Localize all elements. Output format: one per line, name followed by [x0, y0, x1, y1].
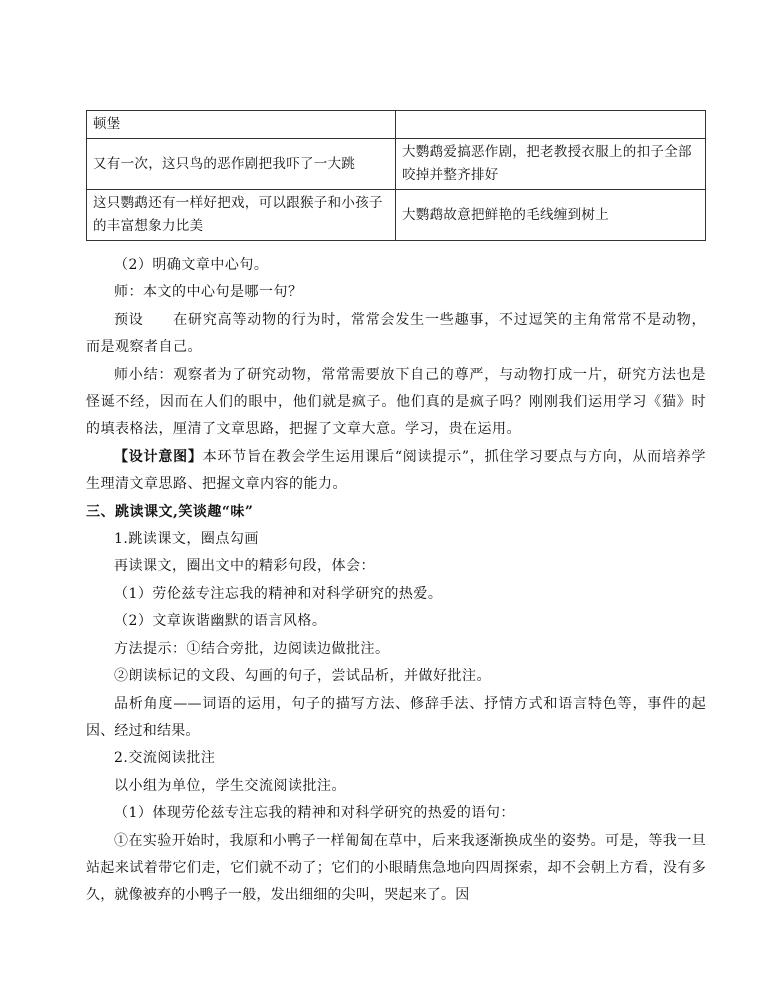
paragraph: ②朗读标记的文段、勾画的句子，尝试品析，并做好批注。: [114, 668, 491, 685]
table-cell: 大鹦鹉故意把鲜艳的毛线缠到树上: [396, 190, 706, 241]
paragraph: （2）文章诙谐幽默的语言风格。: [114, 613, 327, 630]
paragraph: （2）明确文章中心句。: [114, 257, 269, 273]
paragraph: （1）体现劳伦兹专注忘我的精神和对科学研究的热爱的语句：: [114, 805, 515, 822]
paragraph: 1.跳读课文，圈点勾画: [114, 531, 259, 548]
paragraph: 以小组为单位，学生交流阅读批注。: [114, 777, 346, 794]
table-cell: 这只鹦鹉还有一样好把戏，可以跟猴子和小孩子的丰富想象力比美: [87, 190, 396, 241]
table-cell: 顿堡: [87, 111, 396, 139]
paragraph: 2.交流阅读批注: [114, 750, 216, 767]
table-row: [87, 111, 706, 139]
paragraph: 方法提示：①结合旁批，边阅读边做批注。: [114, 640, 390, 657]
design-intent-paragraph: [86, 444, 706, 499]
document-body: [86, 252, 706, 910]
comparison-table: [86, 110, 706, 241]
paragraph: 师：本文的中心句是哪一句？: [114, 284, 303, 301]
table-row: [87, 190, 706, 241]
table-cell: [396, 111, 706, 139]
paragraph: ①在实验开始时，我原和小鸭子一样匍匐在草中，后来我逐渐换成坐的姿势。可是，等我一旦站起来试着带它们走，它们就不动了；它们的小眼睛焦急地向四周探索，却不会朝上方看，没有多久，就像被弃的小鸭子一般，发出细细的尖叫，哭起来了。因: [86, 832, 706, 904]
table-cell: 大鹦鹉爱搞恶作剧，把老教授衣服上的扣子全部咬掉并整齐排好: [396, 139, 706, 190]
paragraph: 再读课文，圈出文中的精彩句段，体会：: [114, 558, 375, 575]
table-cell: 又有一次，这只鸟的恶作剧把我吓了一大跳: [87, 139, 396, 190]
paragraph: （1）劳伦兹专注忘我的精神和对科学研究的热爱。: [114, 585, 443, 602]
design-intent-label: 【设计意图】: [114, 448, 203, 465]
paragraph: 品析角度——词语的运用，句子的描写方法、修辞手法、抒情方式和语言特色等，事件的起因、经过和结果。: [86, 695, 706, 739]
table-row: [87, 139, 706, 190]
design-intent-text: 本环节旨在教会学生运用课后“阅读提示”，抓住学习要点与方向，从而培养学生理清文章思路、把握文章内容的能力。: [86, 448, 707, 493]
paragraph: 师小结：观察者为了研究动物，常常需要放下自己的尊严，与动物打成一片，研究方法也是怪诞不经，因而在人们的眼中，他们就是疯子。他们真的是疯子吗？刚刚我们运用学习《猫》时的填表格法，厘清了文章思路，把握了文章大意。学习，贵在运用。: [86, 366, 706, 438]
section-heading: [86, 499, 706, 526]
paragraph: 预设 在研究高等动物的行为时，常常会发生一些趣事，不过逗笑的主角常常不是动物，而是观察者自己。: [86, 311, 706, 356]
section-heading-text: 三、跳读课文,笑谈趣“味”: [86, 503, 254, 520]
